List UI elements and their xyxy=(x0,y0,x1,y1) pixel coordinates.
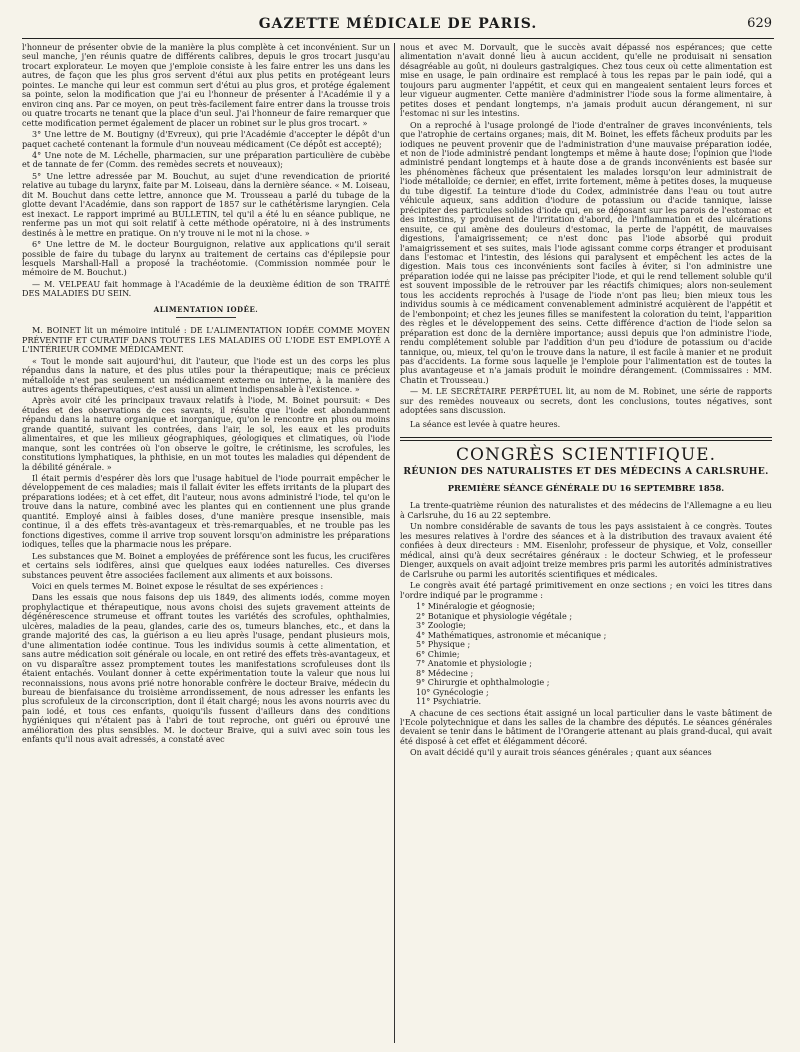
article-subtitle: RÉUNION DES NATURALISTES ET DES MÉDECINS A CARLSRUHE. xyxy=(403,465,769,477)
paragraph: Dans les essais que nous faisons dep uis 1849, des aliments iodés, comme moyen prophylactique et thérapeutique, nous avons choisi des sujets gravement atteints de dégénérescence strumeuse et offrant toutes les variétés des scrofules, ophthalmies, ulcères, maladies de la peau, glandes, carie des os, tumeurs blanches, etc., et dans la grande majorité des cas, la guérison a eu lieu après l'usage, pendant plusieurs mois, d'une alimentation iodée continue. Tous les individus soumis à cette alimentation, et sans autre médication soit générale ou locale, en ont retiré des effets très-avantageux, et on vu disparaître assez promptement toutes les manifestations scrofuleuses dont ils étaient entachés. Voulant donner à cette expérimentation toute la valeur que nous lui reconnaissions, nous avons prié notre honorable confrère le docteur Braive, médecin du bureau de bienfaisance du troisième arrondissement, de nous adresser les enfants les plus scrofuleux de la circonscription, dont il était chargé; nous les avons nourris avec du pain iodé, et tous ces enfants, quoiqu'ils fussent d'ailleurs dans des conditions hygiéniques qui n'étaient pas à l'abri de tout reproche, ont guéri ou éprouvé une amélioration des plus sensibles. M. le docteur Braive, qui a suivi avec soin tous les enfants qu'il nous avait adressés, a constaté avec xyxy=(22,592,390,745)
paragraph: nous et avec M. Dorvault, que le succès avait dépassé nos espérances; que cette alimentation n'avait donné lieu à aucun accident, qu'elle ne produisait ni sensation désagréable au goût, ni douleurs gastralgiques. Chez tous ceux où cette alimentation est mise en usage, le pain ordinaire est remplacé à tous les repas par le pain iodé, qui a toujours paru augmenter l'appétit, et ceux qui en mangeaient sentaient leurs forces et leur vigueur augmenter. Cette manière d'administrer l'iode sous la forme alimentaire, à petites doses et pendant longtemps, n'a jamais produit aucun dérangement, ni sur l'estomac ni sur les intestins. xyxy=(400,42,772,119)
paragraph: A chacune de ces sections était assigné un local particulier dans le vaste bâtiment de l'Ecole polytechnique et dans les salles de la chambre des députés. Le séances générales devaient se tenir dans le bâtiment de l'Orangerie attenant au plais grand-ducal, qui avait été disposé à cet effet et élégamment décoré. xyxy=(400,707,772,746)
paragraph: 6° Une lettre de M. le docteur Bourguignon, relative aux applications qu'il serait possible de faire du tubage du larynx au traitement de certains cas d'épilepsie pour lesquels Marshall-Hall a proposé la trachéotomie. (Commission nommée pour le mémoire de M. Bouchut.) xyxy=(22,239,390,278)
list-item: 5° Physique ; xyxy=(416,639,471,650)
paragraph: Voici en quels termes M. Boinet expose le résultat de ses expériences : xyxy=(32,581,324,592)
list-item: 1° Minéralogie et géognosie; xyxy=(416,601,535,612)
right-column xyxy=(400,43,772,760)
paragraph: La trente-quatrième réunion des naturalistes et des médecins de l'Allemagne a eu lieu à Carlsruhe, du 16 au 22 septembre. xyxy=(400,500,772,520)
page-number: 629 xyxy=(747,16,772,31)
page-header xyxy=(22,14,774,36)
section-title-text: ALIMENTATION IODÉE. xyxy=(153,304,259,314)
paragraph: La séance est levée à quatre heures. xyxy=(410,418,561,429)
paragraph: Après avoir cité les principaux travaux relatifs à l'iode, M. Boinet poursuit: « Des études et des observations de ces savants, il résulte que l'iode est abondamment répandu dans la nature organique et inorganique, qu'on le rencontre en plus ou moins grande quantité, suivant les contrées, dans l'air, le sol, les eaux et les produits alimentaires, et que les milieux géographiques, géologiques et climatiques, où l'iode manque, sont les contrées où l'on observe le goître, le crétinisme, les scrofules, les constitutions lymphatiques, la phthisie, en un mot toutes les maladies qui dépendent de la débilité générale. » xyxy=(22,395,390,472)
article-title: CONGRÈS SCIENTIFIQUE. xyxy=(456,445,716,466)
paragraph: Les substances que M. Boinet a employées de préférence sont les fucus, les crucifères et certains sels iodifères, ainsi que quelques eaux iodées naturelles. Ces diverses substances peuvent être associées facilement aux aliments et aux boissons. xyxy=(22,550,390,580)
list-item: 8° Médecine ; xyxy=(416,667,474,678)
paragraph: Le congrès avait été partagé primitivement en onze sections ; en voici les titres dans l'ordre indiqué par le programme : xyxy=(400,580,772,600)
paragraph: M. BOINET lit un mémoire intitulé : DE L'ALIMENTATION IODÉE COMME MOYEN PRÉVENTIF ET CURATIF DANS TOUTES LES MALADIES OÙ L'IODE EST EMPLOYÉ A L'INTÉRIEUR COMME MÉDICAMENT. xyxy=(22,325,390,355)
section-separator xyxy=(400,437,772,441)
list-item: 4° Mathématiques, astronomie et mécanique ; xyxy=(416,629,607,640)
paragraph: Il était permis d'espérer dès lors que l'usage habituel de l'iode pourrait empêcher le développement de ces maladies; mais il fallait éviter les effets irritants de la plupart des préparations iodées; et à cet effet, dit l'auteur, nous avons administré l'iode, tel qu'on le trouve dans la nature, combiné avec les plantes qui en contiennent une plus grande quantité. Employé ainsi à faibles doses, d'une manière presque insensible, mais continue, il a des effets très-avantageux et très-remarquables, et ne trouble pas les fonctions digestives, comme il arrive trop souvent lorsqu'on administre les préparations iodiques, telles que la pharmacie nous les prépare. xyxy=(22,473,390,550)
paragraph: 5° Une lettre adressée par M. Bouchut, au sujet d'une revendication de priorité relative au tubage du larynx, faite par M. Loiseau, dans la dernière séance. « M. Loiseau, dit M. Bouchut dans cette lettre, annonce que M. Trousseau a parlé du tubage de la glotte devant l'Académie, dans son rapport de 1857 sur le cathétérisme laryngien. Cela est inexact. Le rapport imprimé au BULLETIN, tel qu'il a été lu en séance publique, ne renferme pas un mot qui soit relatif à cette méthode opératoire, ni à des instruments destinés à le mettre en pratique. On n'y trouve ni le mot ni la chose. » xyxy=(22,170,390,238)
column-divider xyxy=(394,43,395,1043)
text-columns xyxy=(22,43,774,1043)
paragraph: l'honneur de présenter obvie de la manière la plus complète à cet inconvénient. Sur un seul manche, j'en réunis quatre de différents calibres, depuis le gros trocart jusqu'au trocart explorateur. Le moyen que j'emploie consiste à les faire entrer les uns dans les autres, de façon que les plus gros servent d'étui aux plus petits en protégeant leurs pointes. Le manche qui leur est commun sert d'étui au plus gros, et protége également sa pointe, selon la modification que j'ai eu l'honneur de présenter à l'Académie il y a environ cinq ans. Par ce moyen, on peut très-facilement faire entrer dans la trousse trois ou quatre trocarts ne tenant que la place d'un seul. J'ai l'honneur de faire remarquer que cette modification permet également de placer un robinet sur le plus gros trocart. » xyxy=(22,42,390,128)
session-title: PREMIÈRE SÉANCE GÉNÉRALE DU 16 SEPTEMBRE 1858. xyxy=(447,483,725,494)
list-item: 9° Chirurgie et ophthalmologie ; xyxy=(416,677,550,688)
header-rule xyxy=(22,38,774,39)
paragraph: 3° Une lettre de M. Boutigny (d'Evreux), qui prie l'Académie d'accepter le dépôt d'un paquet cacheté contenant la formule d'un nouveau médicament (Ce dépôt est accepté); xyxy=(22,129,390,149)
paragraph: Un nombre considérable de savants de tous les pays assistaient à ce congrès. Toutes les mesures relatives à l'ordre des séances et à la distribution des travaux avaient été confiées à deux directeurs : MM. Eisenlohr, professeur de physique, et Volz, conseiller médical, ainsi qu'à deux secrétaires généraux : le docteur Schwieg, et le professeur Dienger, auxquels on avait adjoint treize membres pris parmi les autorités administratives de Carlsruhe ou parmi les autorités scientifiques et médicales. xyxy=(400,521,772,579)
paragraph: — M. LE SECRÉTAIRE PERPÉTUEL lit, au nom de M. Robinet, une série de rapports sur des remèdes nouveaux ou secrets, dont les conclusions, toutes négatives, sont adoptées sans discussion. xyxy=(400,386,772,416)
paragraph: On avait décidé qu'il y aurait trois séances générales ; quant aux séances xyxy=(410,747,712,758)
list-item: 3° Zoologie; xyxy=(416,620,466,631)
journal-title: GAZETTE MÉDICALE DE PARIS. xyxy=(258,16,538,32)
list-item: 6° Chimie; xyxy=(416,648,460,659)
list-item: 10° Gynécologie ; xyxy=(416,686,489,697)
paragraph: — M. VELPEAU fait hommage à l'Académie de la deuxième édition de son TRAITÉ DES MALADIES DU SEIN. xyxy=(22,278,390,299)
list-item: 2° Botanique et physiologie végétale ; xyxy=(416,610,573,621)
section-title-rule xyxy=(176,317,236,318)
paragraph: « Tout le monde sait aujourd'hui, dit l'auteur, que l'iode est un des corps les plus répandus dans la nature, et des plus utiles pour la thérapeutique; mais ce précieux métalloïde n'est pas seulement un médicament externe ou interne, à la manière des autres agents thérapeutiques, c'est aussi un aliment indispensable à l'existence. » xyxy=(22,355,390,394)
left-column xyxy=(22,43,390,747)
paragraph: 4° Une note de M. Léchelle, pharmacien, sur une préparation particulière de cubèbe et de tannate de fer (Comm. des remèdes secrets et nouveaux); xyxy=(22,149,390,170)
list-item: 7° Anatomie et physiologie ; xyxy=(416,658,532,669)
paragraph: On a reproché à l'usage prolongé de l'iode d'entraîner de graves inconvénients, tels que l'atrophie de certains organes; mais, dit M. Boinet, les effets fâcheux produits par les iodiques ne peuvent provenir que de l'administration d'une mauvaise préparation iodée, et non de l'iode administré pendant longtemps et même à haute dose; l'opinion que l'iode administré pendant longtemps et à haute dose a de grands inconvénients est basée sur les phénomènes fâcheux que présentaient les malades lorsqu'on leur administrait de l'iode métalloïde; ce dernier, en effet, irrite fortement, même à petites doses, la muqueuse du tube digestif. La teinture d'iode du Codex, administrée dans l'eau ou tout autre véhicule aqueux, sans addition d'iodure de potassium ou d'acide tannique, laisse précipiter des particules solides d'iode qui, en se déposant sur les parois de l'estomac et des intestins, y produisent de l'irritation d'abord, de l'inflammation et des ulcérations ensuite, ce qui amène des douleurs d'estomac, la perte de l'appétit, de mauvaises digestions, l'amaigrissement; ce n'est donc pas l'iode absorbé qui produit l'amaigrissement et ses suites, mais l'iode agissant comme corps étranger et produisant dans l'estomac et l'intestin, des lésions qui paralysent et empêchent les actes de la digestion. Mais tous ces inconvénients sont faciles à éviter, si l'on administre une préparation iodée qui ne laisse pas précipiter l'iode, et qui le rend tellement soluble qu'il est souvent impossible de le retrouver par les réactifs chimiques; alors non-seulement tous les accidents reprochés à l'usage de l'iode n'ont pas lieu; bien mieux tous les individus soumis à ce médicament convenablement administré acquièrent de l'appétit et de l'embonpoint; et chez les jeunes filles se manifestent la coloration du teint, l'apparition des règles et le développement des seins. Cette différence d'action de l'iode selon sa préparation est donc de la dernière importance; aussi depuis que l'on administre l'iode, rendu complétement soluble par l'addition d'un peu d'iodure de potassium ou d'acide tannique, ou, mieux, tel qu'on le trouve dans la nature, il est facile à manier et ne produit pas d'accidents. La forme sous laquelle je l'emploie pour l'alimentation est de toutes la plus avantageuse et n'a jamais produit le moindre dérangement. (Commissaires : MM. Chatin et Trousseau.) xyxy=(400,119,772,385)
sections-list xyxy=(416,602,772,707)
section-title xyxy=(22,305,390,318)
list-item: 11° Psychiatrie. xyxy=(416,696,482,707)
